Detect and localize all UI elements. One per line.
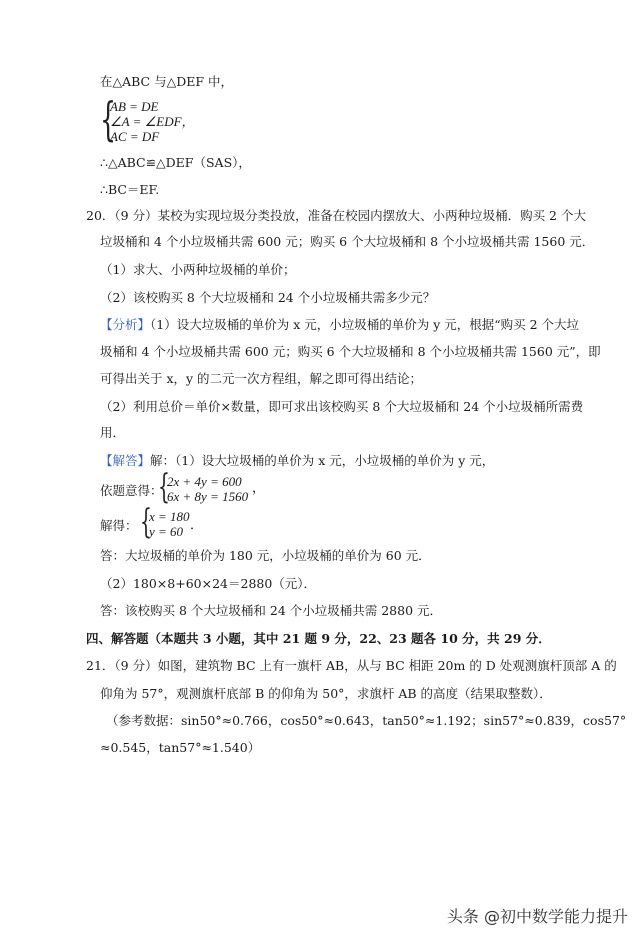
- proof-line-2: ∴△ABC≌△DEF（SAS），: [100, 155, 251, 170]
- eq-tail: ，: [252, 480, 266, 495]
- q20-answer-1: 答：大垃圾桶的单价为 180 元，小垃圾桶的单价为 60 元．: [100, 548, 431, 563]
- proof-sys-row: AB = DE: [110, 99, 159, 114]
- analysis-tag: 【分析】: [100, 317, 151, 332]
- proof-sys-row: ∠A = ∠EDF，: [110, 114, 195, 129]
- solution-system: [140, 502, 220, 542]
- eq-label: 依题意得：: [100, 483, 163, 498]
- q20-calc-2: （2）180×8+60×24＝2880（元）．: [100, 576, 317, 591]
- solve-row: y = 60: [149, 524, 184, 539]
- left-brace-icon: {: [140, 502, 152, 542]
- left-brace-icon: {: [158, 467, 170, 507]
- q20-part-1: （1）求大、小两种垃圾桶的单价；: [100, 262, 296, 277]
- watermark: 头条 @初中数学能力提升: [446, 907, 628, 926]
- q20-stem-line-2: 垃圾桶和 4 个小垃圾桶共需 600 元；购买 6 个大垃圾桶和 8 个小垃圾桶共需 1560 元．: [100, 234, 595, 249]
- q20-analysis-line-2: 圾桶和 4 个小垃圾桶共需 600 元；购买 6 个大垃圾桶和 8 个小垃圾桶共需 1560 元”，即: [100, 344, 601, 359]
- q21-reference-line-2: ≈0.545，tan57°≈1.540）: [100, 740, 261, 755]
- proof-line-3: ∴BC＝EF.: [100, 182, 160, 197]
- solve-tail: ．: [190, 517, 204, 532]
- q21-stem-line-2: 仰角为 57°，观测旗杆底部 B 的仰角为 50°，求旗杆 AB 的高度（结果取整数）．: [100, 686, 552, 701]
- q20-stem-line-1: 20．（9 分）某校为实现垃圾分类投放，准备在校园内摆放大、小两种垃圾桶．购买 2 个大: [86, 208, 586, 223]
- equation-system: [158, 467, 288, 507]
- solution-tag: 【解答】: [100, 453, 151, 468]
- q21-stem-line-1: 21．（9 分）如图，建筑物 BC 上有一旗杆 AB，从与 BC 相距 20m 的 D 处观测旗杆顶部 A 的: [86, 658, 617, 673]
- q21-reference-line-1: （参考数据：sin50°≈0.766，cos50°≈0.643，tan50°≈1.192；sin57°≈0.839，cos57°: [106, 713, 627, 728]
- q20-answer-2: 答：该校购买 8 个大垃圾桶和 24 个小垃圾桶共需 2880 元．: [100, 603, 443, 618]
- analysis-text: （1）设大垃圾桶的单价为 x 元，小垃圾桶的单价为 y 元，根据“购买 2 个大垃: [150, 317, 580, 332]
- q20-part-2: （2）该校购买 8 个大垃圾桶和 24 个小垃圾桶共需多少元？: [100, 290, 436, 305]
- eq-row: 2x + 4y = 600: [167, 474, 242, 489]
- proof-sys-row: AC = DF: [110, 129, 160, 144]
- q20-analysis-line-4: （2）利用总价＝单价×数量，即可求出该校购买 8 个大垃圾桶和 24 个小垃圾桶所需费: [100, 399, 584, 414]
- solve-row: x = 180: [149, 509, 190, 524]
- section-heading: 四、解答题（本题共 3 小题，其中 21 题 9 分，22、23 题各 10 分，共 29 分．: [86, 631, 551, 646]
- eq-row: 6x + 8y = 1560: [167, 489, 249, 504]
- solution-text: 解：（1）设大垃圾桶的单价为 x 元，小垃圾桶的单价为 y 元，: [150, 453, 495, 468]
- proof-system: [100, 92, 220, 148]
- proof-line-1: 在△ABC 与△DEF 中，: [100, 74, 234, 89]
- q20-analysis-line-5: 用．: [100, 425, 126, 440]
- solve-label: 解得：: [100, 518, 138, 533]
- q20-analysis-line-3: 可得出关于 x，y 的二元一次方程组，解之即可得出结论；: [100, 371, 423, 386]
- left-brace-icon: {: [100, 92, 117, 146]
- q20-analysis-line-1: [100, 317, 579, 333]
